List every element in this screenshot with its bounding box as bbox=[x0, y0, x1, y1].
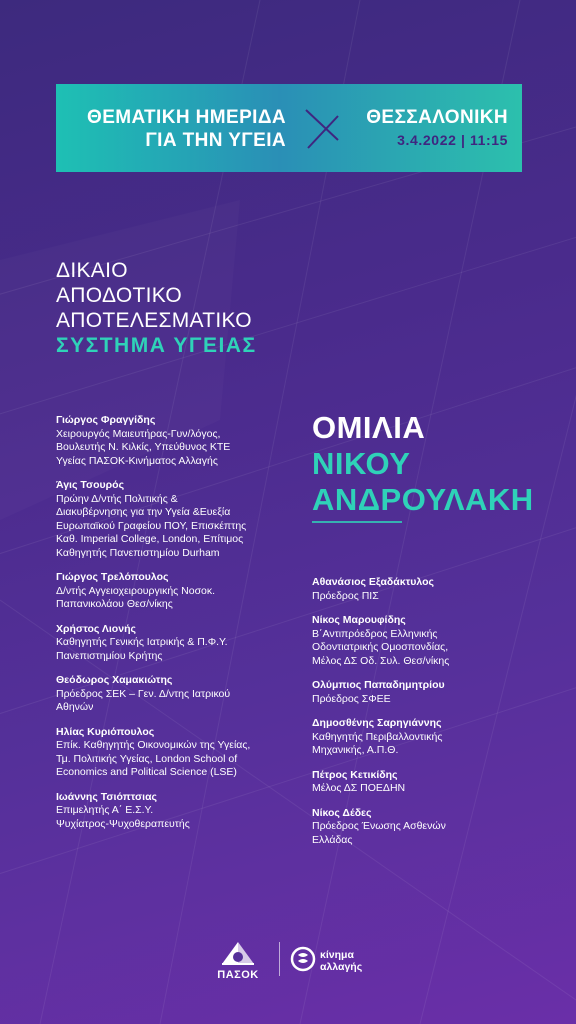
speaker-name: Ηλίας Κυριόπουλος bbox=[56, 725, 155, 738]
x-cross-icon bbox=[300, 106, 344, 152]
pasok-label: ΠΑΣΟΚ bbox=[217, 969, 259, 981]
speaker-name: Δημοσθένης Σαρηγιάννης bbox=[312, 717, 442, 729]
speaker-entry bbox=[312, 576, 512, 603]
event-title-line2: ΓΙΑ ΤΗΝ ΥΓΕΙΑ bbox=[145, 130, 286, 151]
speaker-role: Πρόεδρος Ένωσης Ασθενών Ελλάδας bbox=[312, 820, 446, 846]
speaker-role: Επίκ. Καθηγητής Οικονομικών της Υγείας, Τμ. Πολιτικής Υγείας, London School of Economics and Political Science (LSE) bbox=[56, 739, 251, 778]
speaker-role: Επιμελητής Α΄ Ε.Σ.Υ. Ψυχίατρος-Ψυχοθεραπευτής bbox=[56, 804, 190, 830]
speaker-role: Μέλος ΔΣ ΠΟΕΔΗΝ bbox=[312, 782, 406, 794]
speaker-role: Πρόεδρος ΣΦΕΕ bbox=[312, 692, 391, 705]
speaker-role: Πρόεδρος ΣΕΚ – Γεν. Δ/ντης Ιατρικού Αθηνών bbox=[56, 687, 231, 713]
speaker-role: Καθηγητής Περιβαλλοντικής Μηχανικής, Α.Π.Θ. bbox=[312, 730, 443, 756]
speaker-name: Πέτρος Κετικίδης bbox=[312, 768, 398, 781]
event-banner bbox=[56, 84, 522, 172]
speaker-name: Νίκος Δέδες bbox=[312, 806, 372, 819]
sun-logo-icon bbox=[218, 940, 258, 966]
speaker-name: Γιώργος Φραγγίδης bbox=[56, 414, 156, 426]
logo-divider bbox=[279, 942, 280, 976]
speaker-role: Πρόεδρος ΠΙΣ bbox=[312, 589, 379, 602]
headline-line3: ΑΠΟΤΕΛΕΣΜΑΤΙΚΟ bbox=[56, 309, 252, 332]
pasok-logo bbox=[208, 940, 268, 981]
footer-logos bbox=[0, 940, 576, 990]
speaker-role: Β΄Αντιπρόεδρος Ελληνικής Οδοντιατρικής Ομοσπονδίας, Μέλος ΔΣ Οδ. Συλ. Θεσ/νίκης bbox=[312, 627, 450, 667]
kinima-label: κίνημα αλλαγής bbox=[320, 949, 363, 973]
speaker-role: Πρώην Δ/ντής Πολιτικής & Διακυβέρνησης για την Υγεία &Ευεξία Ευρωπαϊκού Γραφείου ΠΟΥ, Επισκέπτης Καθ. Imperial College, London, Επίτιμος Καθηγητής Πανεπιστημίου Durham bbox=[56, 492, 247, 559]
event-location-date bbox=[356, 106, 508, 152]
speaker-entry bbox=[56, 726, 306, 780]
speaker-name: Ιωάννης Τσιόπτσιας bbox=[56, 790, 158, 803]
speaker-name: Γιώργος Τρελόπουλος bbox=[56, 571, 169, 583]
speaker-entry bbox=[56, 791, 306, 832]
event-city: ΘΕΣΣΑΛΟΝΙΚΗ bbox=[366, 107, 508, 128]
speakers-left-column bbox=[56, 414, 306, 842]
speaker-name: Νίκος Μαρουφίδης bbox=[312, 614, 406, 626]
speaker-entry bbox=[56, 414, 306, 468]
headline-line2: ΑΠΟΔΟΤΙΚΟ bbox=[56, 284, 183, 307]
speaker-name: Χρήστος Λιονής bbox=[56, 622, 136, 635]
kinima-logo bbox=[290, 946, 380, 976]
headline bbox=[56, 258, 257, 358]
speaker-entry bbox=[56, 623, 306, 664]
circular-flag-logo-icon bbox=[290, 946, 316, 972]
speaker-entry bbox=[312, 717, 512, 758]
speakers-right-column bbox=[312, 576, 512, 858]
event-date-time: 3.4.2022 | 11:15 bbox=[397, 132, 508, 148]
speaker-role: Καθηγητής Γενικής Ιατρικής & Π.Φ.Υ. Πανεπιστημίου Κρήτης bbox=[56, 636, 228, 662]
keynote-speech bbox=[312, 410, 534, 518]
section-divider bbox=[312, 521, 402, 523]
speaker-entry bbox=[312, 679, 512, 706]
keynote-line2: ΝΙΚΟΥ bbox=[312, 446, 411, 481]
keynote-line1: ΟΜΙΛΙΑ bbox=[312, 410, 426, 445]
speaker-name: Ολύμπιος Παπαδημητρίου bbox=[312, 679, 445, 691]
speaker-role: Χειρουργός Μαιευτήρας-Γυν/λόγος, Βουλευτής Ν. Κιλκίς, Υπεύθυνος ΚΤΕ Υγείας ΠΑΣΟΚ-Κινήματος Αλλαγής bbox=[56, 427, 231, 467]
speaker-entry bbox=[56, 479, 306, 560]
headline-line1: ΔΙΚΑΙΟ bbox=[56, 259, 128, 282]
speaker-entry bbox=[312, 807, 512, 848]
keynote-line3: ΑΝΔΡΟΥΛΑΚΗ bbox=[312, 482, 534, 517]
speaker-name: Αθανάσιος Εξαδάκτυλος bbox=[312, 576, 434, 588]
speaker-entry bbox=[312, 614, 512, 668]
speaker-entry bbox=[56, 674, 306, 715]
speaker-entry bbox=[312, 769, 512, 796]
speaker-entry bbox=[56, 571, 306, 612]
event-title-line1: ΘΕΜΑΤΙΚΗ ΗΜΕΡΙΔΑ bbox=[87, 107, 286, 128]
speaker-role: Δ/ντής Αγγειοχειρουργικής Νοσοκ. Παπανικολάου Θεσ/νίκης bbox=[56, 584, 216, 610]
speaker-name: Άγις Τσουρός bbox=[56, 479, 125, 491]
speaker-name: Θεόδωρος Χαμακιώτης bbox=[56, 674, 173, 686]
event-title bbox=[56, 106, 286, 152]
headline-line4: ΣΥΣΤΗΜΑ ΥΓΕΙΑΣ bbox=[56, 334, 257, 357]
